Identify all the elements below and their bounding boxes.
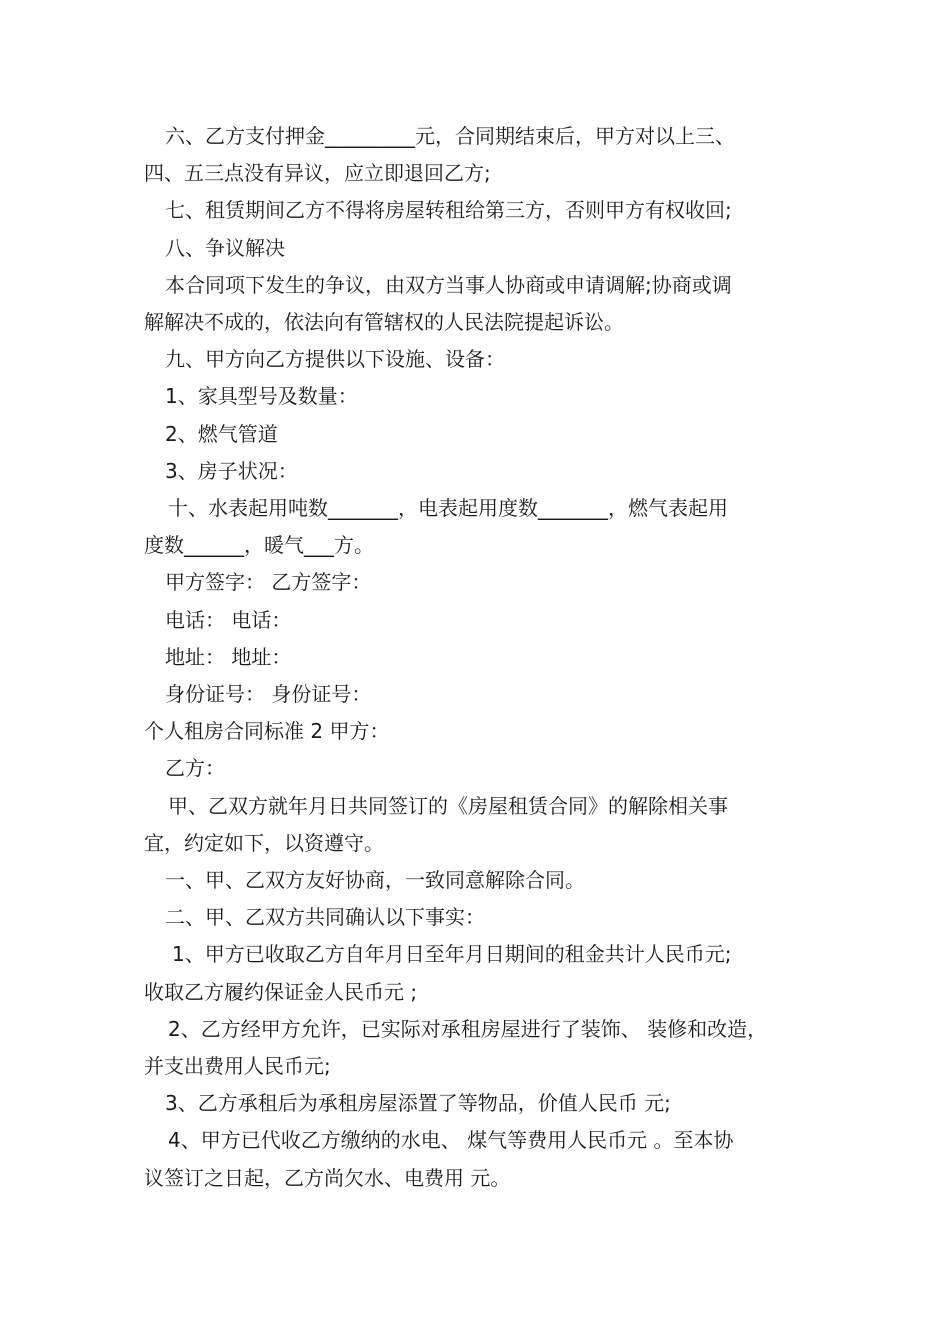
paragraph-line: 并支出费用人民币元;	[144, 1054, 331, 1079]
paragraph-line: 议签订之日起，乙方尚欠水、电费用 元。	[144, 1165, 511, 1190]
paragraph-line: 本合同项下发生的争议，由双方当事人协商或申请调解;协商或调	[165, 272, 732, 297]
paragraph-line: 电话： 电话：	[165, 607, 292, 632]
paragraph-line: 甲方签字： 乙方签字：	[165, 570, 372, 595]
paragraph-line: 3、乙方承租后为承租房屋添置了等物品，价值人民币 元;	[165, 1091, 671, 1116]
paragraph-line: 宜，约定如下，以资遵守。	[144, 830, 384, 855]
paragraph-line: 甲、乙双方就年月日共同签订的《房屋租赁合同》的解除相关事	[168, 793, 728, 818]
paragraph-line: 二、甲、乙双方共同确认以下事实：	[165, 905, 485, 930]
paragraph-line: 解解决不成的，依法向有管辖权的人民法院提起诉讼。	[144, 310, 624, 335]
paragraph-line: 十、水表起用吨数_______，电表起用度数_______，燃气表起用	[168, 496, 728, 521]
paragraph-line: 度数______，暖气___方。	[144, 533, 374, 558]
paragraph-line: 4、甲方已代收乙方缴纳的水电、 煤气等费用人民币元 。至本协	[168, 1128, 734, 1153]
paragraph-line: 2、燃气管道	[165, 421, 278, 446]
paragraph-line: 1、家具型号及数量：	[165, 384, 358, 409]
paragraph-line: 四、五三点没有异议，应立即退回乙方;	[144, 161, 491, 186]
paragraph-line: 一、甲、乙双方友好协商，一致同意解除合同。	[165, 868, 585, 893]
paragraph-line: 六、乙方支付押金_________元，合同期结束后，甲方对以上三、	[165, 124, 735, 148]
paragraph-line: 地址： 地址：	[165, 644, 292, 669]
paragraph-line: 乙方：	[165, 756, 225, 781]
document-body	[144, 118, 834, 1197]
paragraph-line: 3、房子状况：	[165, 458, 298, 483]
paragraph-line: 1、甲方已收取乙方自年月日至年月日期间的租金共计人民币元;	[172, 942, 732, 967]
paragraph-line: 个人租房合同标准 2 甲方：	[144, 719, 390, 744]
paragraph-line: 收取乙方履约保证金人民币元 ;	[144, 979, 418, 1004]
paragraph-line: 身份证号： 身份证号：	[165, 682, 372, 707]
paragraph-line: 2、乙方经甲方允许，已实际对承租房屋进行了装饰、 装修和改造，	[168, 1016, 768, 1041]
paragraph-line: 九、甲方向乙方提供以下设施、设备：	[165, 347, 505, 372]
paragraph-line: 八、争议解决	[165, 235, 285, 260]
paragraph-line: 七、租赁期间乙方不得将房屋转租给第三方，否则甲方有权收回;	[165, 198, 732, 223]
